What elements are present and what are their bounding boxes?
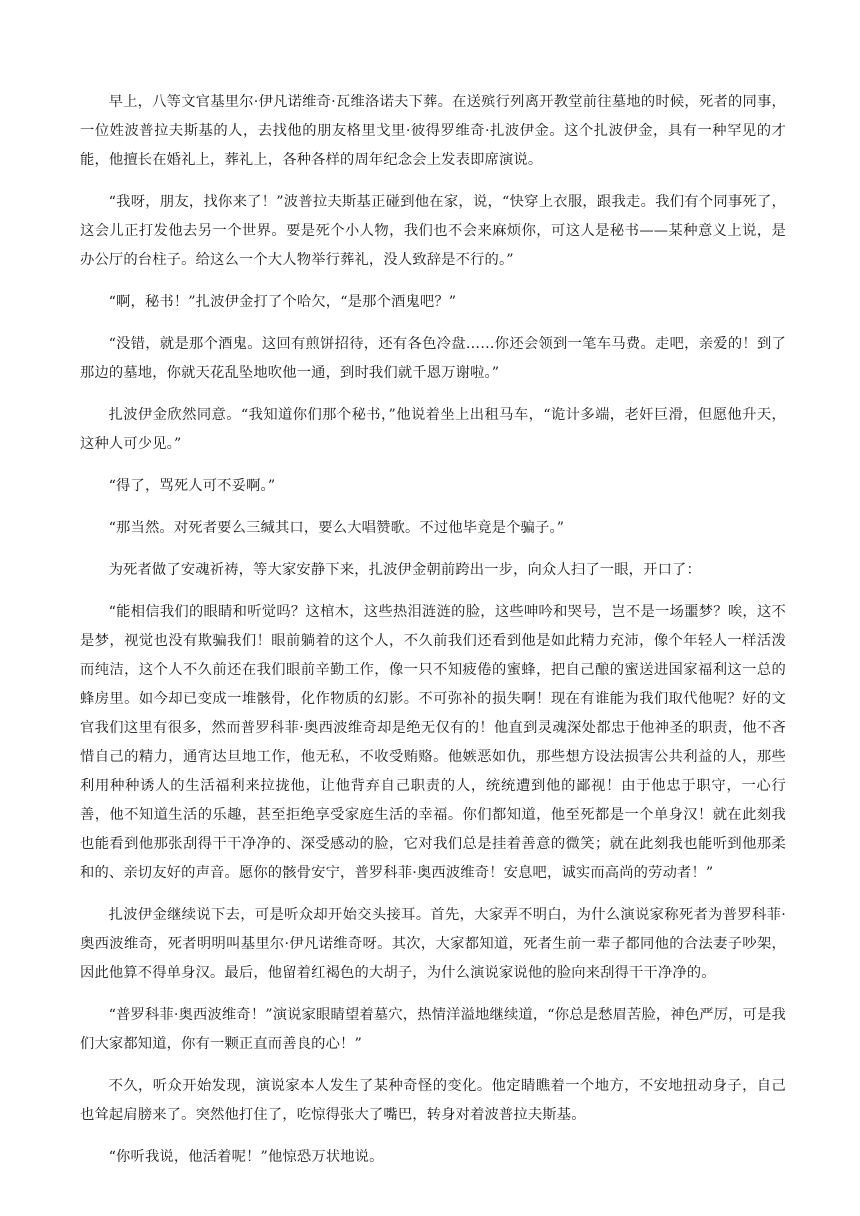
paragraph-11: “普罗科菲·奥西波维奇！”演说家眼睛望着墓穴，热情洋溢地继续道，“你总是愁眉苦脸，神色严厉，可是我们大家都知道，你有一颗正直而善良的心！” — [80, 1007, 786, 1052]
paragraph-13: “你听我说，他活着呢！”他惊恐万状地说。 — [108, 1149, 384, 1165]
paragraph-12: 不久，听众开始发现，演说家本人发生了某种奇怪的变化。他定睛瞧着一个地方，不安地扭动身子，自己也耸起肩膀来了。突然他打住了，吃惊得张大了嘴巴，转身对着波普拉夫斯基。 — [80, 1078, 786, 1123]
paragraph-2: “我呀，朋友，找你来了！”波普拉夫斯基正碰到他在家，说，“快穿上衣服，跟我走。我们有个同事死了，这会儿正打发他去另一个世界。要是死个小人物，我们也不会来麻烦你，可这人是秘书——某种意义上说，是办公厅的台柱子。给这么一个大人物举行葬礼，没人致辞是不行的。” — [80, 194, 786, 268]
paragraph-10: 扎波伊金继续说下去，可是听众却开始交头接耳。首先，大家弄不明白，为什么演说家称死者为普罗科菲·奥西波维奇，死者明明叫基里尔·伊凡诺维奇呀。其次，大家都知道，死者生前一辈子都同他的合法妻子吵架，因此他算不得单身汉。最后，他留着红褐色的大胡子，为什么演说家说他的脸向来刮得干干净净的。 — [80, 907, 786, 981]
paragraph-5: 扎波伊金欣然同意。“我知道你们那个秘书，”他说着坐上出租马车，“诡计多端，老奸巨滑，但愿他升天，这种人可少见。” — [80, 407, 786, 452]
paragraph-4: “没错，就是那个酒鬼。这回有煎饼招待，还有各色冷盘……你还会领到一笔车马费。走吧，亲爱的！到了那边的墓地，你就天花乱坠地吹他一通，到时我们就千恩万谢啦。” — [80, 336, 786, 381]
paragraph-9: “能相信我们的眼睛和听觉吗？这棺木，这些热泪涟涟的脸，这些呻吟和哭号，岂不是一场噩梦？唉，这不是梦，视觉也没有欺骗我们！眼前躺着的这个人，不久前我们还看到他是如此精力充沛，像个年轻人一样活泼而纯洁，这个人不久前还在我们眼前辛勤工作，像一只不知疲倦的蜜蜂，把自己酿的蜜送进国家福利这一总的蜂房里。如今却已变成一堆骸骨，化作物质的幻影。不可弥补的损失啊！现在有谁能为我们取代他呢？好的文官我们这里有很多，然而普罗科菲·奥西波维奇却是绝无仅有的！他直到灵魂深处都忠于他神圣的职责，他不吝惜自己的精力，通宵达旦地工作，他无私，不收受贿赂。他嫉恶如仇，那些想方设法损害公共利益的人，那些利用种种诱人的生活福利来拉拢他，让他背弃自己职责的人，统统遭到他的鄙视！由于他忠于职守，一心行善，他不知道生活的乐趣，甚至拒绝享受家庭生活的幸福。你们都知道，他至死都是一个单身汉！就在此刻我也能看到他那张刮得干干净净的、深受感动的脸，它对我们总是挂着善意的微笑；就在此刻我也能听到他那柔和的、亲切友好的声音。愿你的骸骨安宁，普罗科菲·奥西波维奇！安息吧，诚实而高尚的劳动者！” — [80, 604, 786, 881]
paragraph-6: “得了，骂死人可不妥啊。” — [108, 478, 276, 494]
paragraph-3: “啊，秘书！”扎波伊金打了个哈欠，“是那个酒鬼吧？” — [108, 294, 457, 310]
paragraph-7: “那当然。对死者要么三缄其口，要么大唱赞歌。不过他毕竟是个骗子。” — [108, 520, 565, 536]
paragraph-8: 为死者做了安魂祈祷，等大家安静下来，扎波伊金朝前跨出一步，向众人扫了一眼，开口了： — [108, 562, 701, 578]
paragraph-1: 早上，八等文官基里尔·伊凡诺维奇·瓦维洛诺夫下葬。在送殡行列离开教堂前往墓地的时候，死者的同事，一位姓波普拉夫斯基的人，去找他的朋友格里戈里·彼得罗维奇·扎波伊金。这个扎波伊金，具有一种罕见的才能，他擅长在婚礼上，葬礼上，各种各样的周年纪念会上发表即席演说。 — [80, 94, 786, 168]
